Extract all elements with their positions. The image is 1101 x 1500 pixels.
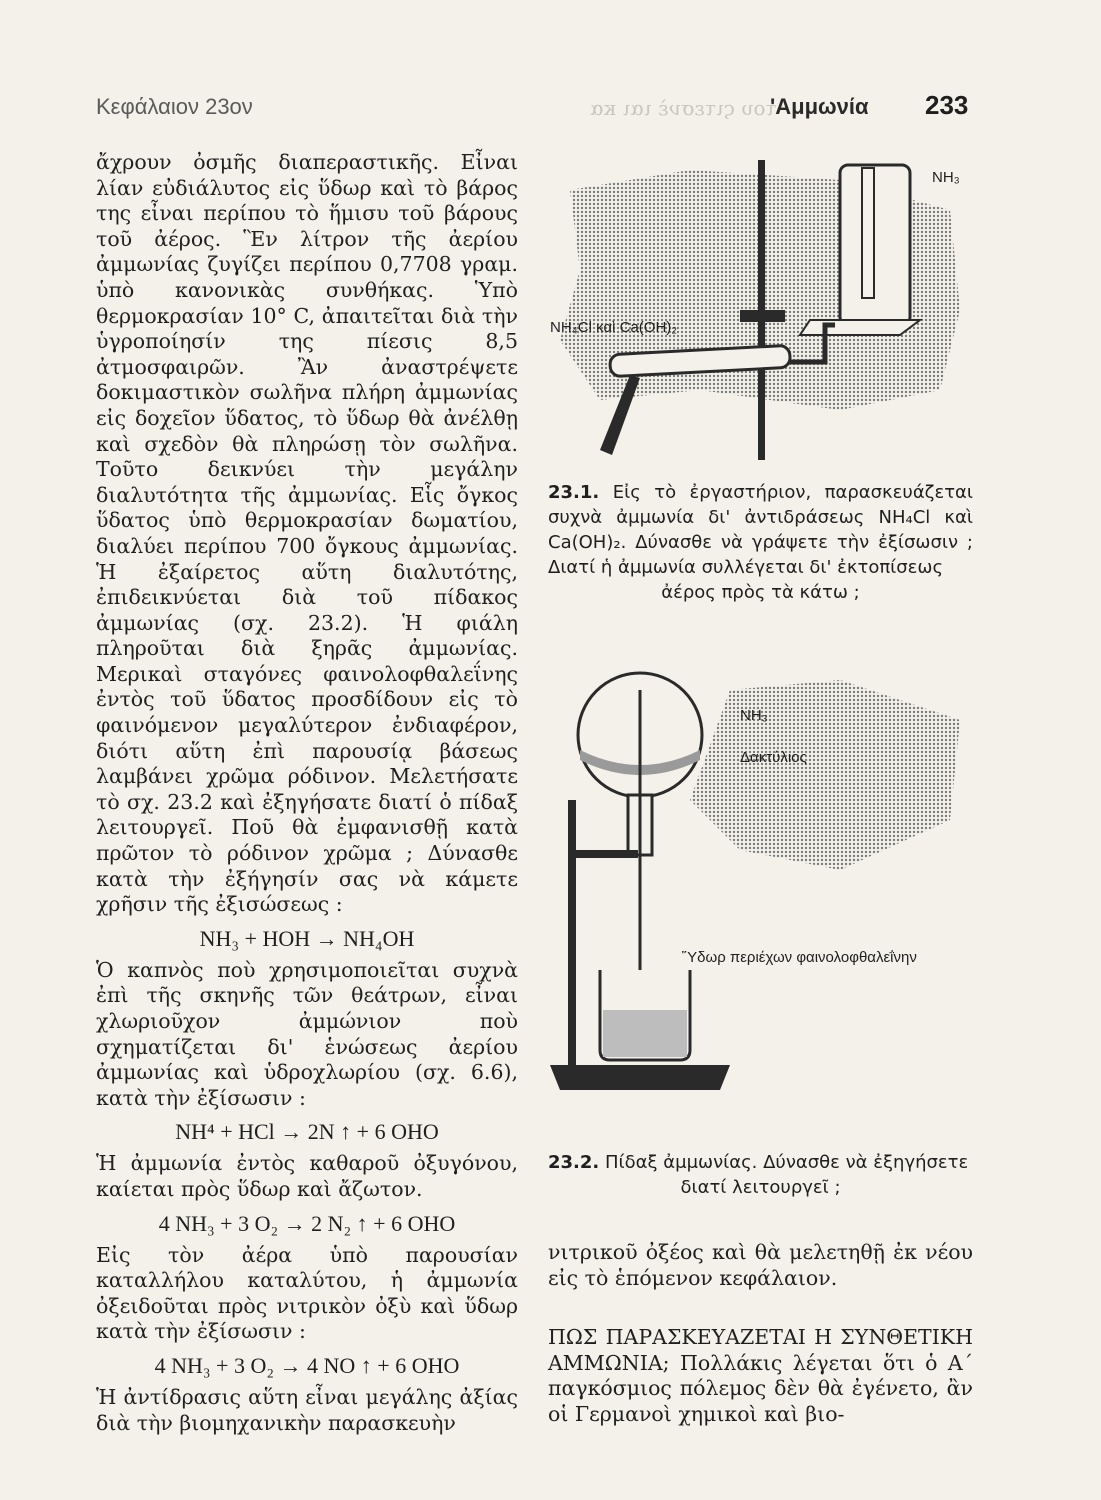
figure1-caption (548, 480, 973, 605)
clamp (740, 310, 785, 322)
stand-rod (568, 800, 576, 1090)
chapter-header: Κεφάλαιον 23ον (96, 94, 253, 119)
shaded-background (690, 680, 960, 870)
delivery-tube (862, 168, 874, 298)
bleed-through-text: του ςιτεσνὲ ιαι κα (590, 96, 777, 120)
label-nh3: NH₃ (740, 707, 768, 724)
figure2-caption (548, 1150, 973, 1200)
section-header: 'Αμμωνία (770, 94, 869, 119)
equation: 4 NH₃ + 3 O₂ → 4 NO ↑ + 6 OHO (154, 1352, 460, 1378)
equation: NH⁴ + HCl → 2N ↑ + 6 OHO (175, 1119, 439, 1145)
label-ring: Δακτύλιος (740, 749, 807, 766)
label-nh3: NH₃ (932, 169, 960, 186)
section-heading: ΠΩΣ ΠΑΡΑΣΚΕΥΑΖΕΤΑΙ Η ΣΥΝΘΕΤΙΚΗ ΑΜΜΩΝΙΑ; (548, 1325, 973, 1375)
equation: NH₃ + HOH → NH₄OH (199, 925, 415, 951)
figure1-caption-text: Εἰς τὸ ἐργαστήριον, παρασκευάζεται συχνὰ ἀμμωνία δι' ἀντιδράσεως NH₄Cl καὶ Ca(OH)₂. Δύνασθε νὰ γράψετε τὴν ἐξίσωσιν ; Διατί ἡ ἀμμωνία συλλέγεται δι' ἐκτοπίσεως (548, 482, 973, 578)
figure2-caption-number: 23.2. (548, 1152, 600, 1173)
section-heading-paragraph (548, 1325, 973, 1427)
figure-ammonia-fountain (540, 650, 972, 1150)
label-reagents: NH₄Cl καὶ Ca(OH)₂ (550, 319, 678, 336)
paragraph: Ἡ ἀμμωνία ἐντὸς καθαροῦ ὀξυγόνου, καίεται πρὸς ὕδωρ καὶ ἄζωτον. (96, 1151, 518, 1201)
stand-base (550, 1065, 730, 1090)
paragraph: ἄχρουν ὀσμῆς διαπεραστικῆς. Εἶναι λίαν εὐδιάλυτος εἰς ὕδωρ καὶ τὸ βάρος της εἶναι περίπου τὸ ἥμισυ τοῦ βάρους τοῦ ἀέρος. Ἓν λίτρον τῆς ἀερίου ἀμμωνίας ζυγίζει περίπου 0,7708 γραμ. ὑπὸ κανονικὰς συνθήκας. Ὑπὸ θερμοκρασίαν 10° C, ἀπαιτεῖται διὰ τὴν ὑγροποίησίν της πίεσις 8,5 ἀτμοσφαιρῶν. Ἂν ἀναστρέψετε δοκιμαστικὸν σωλῆνα πλήρη ἀμμωνίας εἰς δοχεῖον ὕδατος, τὸ ὕδωρ θὰ ἀνέλθῃ καὶ σχεδὸν θὰ πληρώσῃ τὸν σωλῆνα. Τοῦτο δεικνύει τὴν μεγάλην διαλυτότητα τῆς ἀμμωνίας. Εἷς ὄγκος ὕδατος ὑπὸ θερμοκρασίαν δωματίου, διαλύει περίπου 700 ὄγκους ἀμμωνίας. Ἡ ἐξαίρετος αὕτη διαλυτότης, ἐπιδεικνύεται διὰ τοῦ πίδακος ἀμμωνίας (σχ. 23.2). Ἡ φιάλη πληροῦται διὰ ξηρᾶς ἀμμωνίας. Μερικαὶ σταγόνες φαινολοφθαλεΐνης ἐντὸς τοῦ ὕδατος προσδίδουν εἰς τὸ φαινόμενον μεγαλύτερον ἐνδιαφέρον, διότι αὕτη ἐπὶ παρουσίᾳ βάσεως λαμβάνει χρῶμα ρόδινον. Μελετήσατε τὸ σχ. 23.2 καὶ ἐξηγήσατε διατί ὁ πίδαξ λειτουργεῖ. Ποῦ θὰ ἐμφανισθῇ κατὰ πρῶτον τὸ ρόδινον χρῶμα ; Δύνασθε κατὰ τὴν ἐξήγησίν σας νὰ κάμετε χρῆσιν τῆς ἐξισώσεως : (96, 150, 518, 917)
equation: 4 NH₃ + 3 O₂ → 2 N₂ ↑ + 6 OHO (158, 1210, 456, 1236)
paragraph: Πολλάκις λέγεται ὅτι ὁ Α΄ παγκόσμιος πόλεμος δὲν θὰ ἐγένετο, ἂν οἱ Γερμανοὶ χημικοὶ καὶ βιο- (548, 1350, 973, 1426)
figure1-caption-number: 23.1. (548, 482, 600, 503)
beaker-water (603, 1010, 687, 1057)
left-column (96, 150, 518, 1436)
page-number: 233 (925, 90, 969, 120)
support-shelf (800, 320, 920, 335)
figure2-caption-text: Πίδαξ ἀμμωνίας. Δύνασθε νὰ ἐξηγήσετε (604, 1152, 969, 1173)
paragraph: Εἰς τὸν ἀέρα ὑπὸ παρουσίαν καταλλήλου καταλύτου, ἡ ἀμμωνία ὀξειδοῦται πρὸς νιτρικὸν ὀξὺ καὶ ὕδωρ κατὰ τὴν ἐξίσωσιν : (96, 1242, 518, 1344)
label-water: Ὕδωρ περιέχων φαινολοφθαλεΐνην (682, 949, 917, 966)
ring-clamp (568, 850, 638, 858)
paragraph: Ἡ ἀντίδρασις αὕτη εἶναι μεγάλης ἀξίας διὰ τὴν βιομηχανικὴν παρασκευὴν (96, 1384, 518, 1435)
right-column-text (548, 1240, 973, 1428)
paragraph: Ὁ καπνὸς ποὺ χρησιμοποιεῖται συχνὰ ἐπὶ τῆς σκηνῆς τῶν θεάτρων, εἶναι χλωριοῦχον ἀμμώνιον ποὺ σχηματίζεται δι' ἑνώσεως ἀερίου ἀμμωνίας καὶ ὑδροχλωρίου (σχ. 6.6), κατὰ τὴν ἐξίσωσιν : (96, 957, 518, 1110)
figure2-caption-end: διατί λειτουργεῖ ; (680, 1177, 841, 1198)
figure1-caption-end: ἀέρος πρὸς τὰ κάτω ; (661, 582, 860, 603)
figure-ammonia-preparation (540, 150, 972, 470)
paragraph: νιτρικοῦ ὀξέος καὶ θὰ μελετηθῇ ἐκ νέου εἰς τὸ ἑπόμενον κεφάλαιον. (548, 1240, 973, 1290)
